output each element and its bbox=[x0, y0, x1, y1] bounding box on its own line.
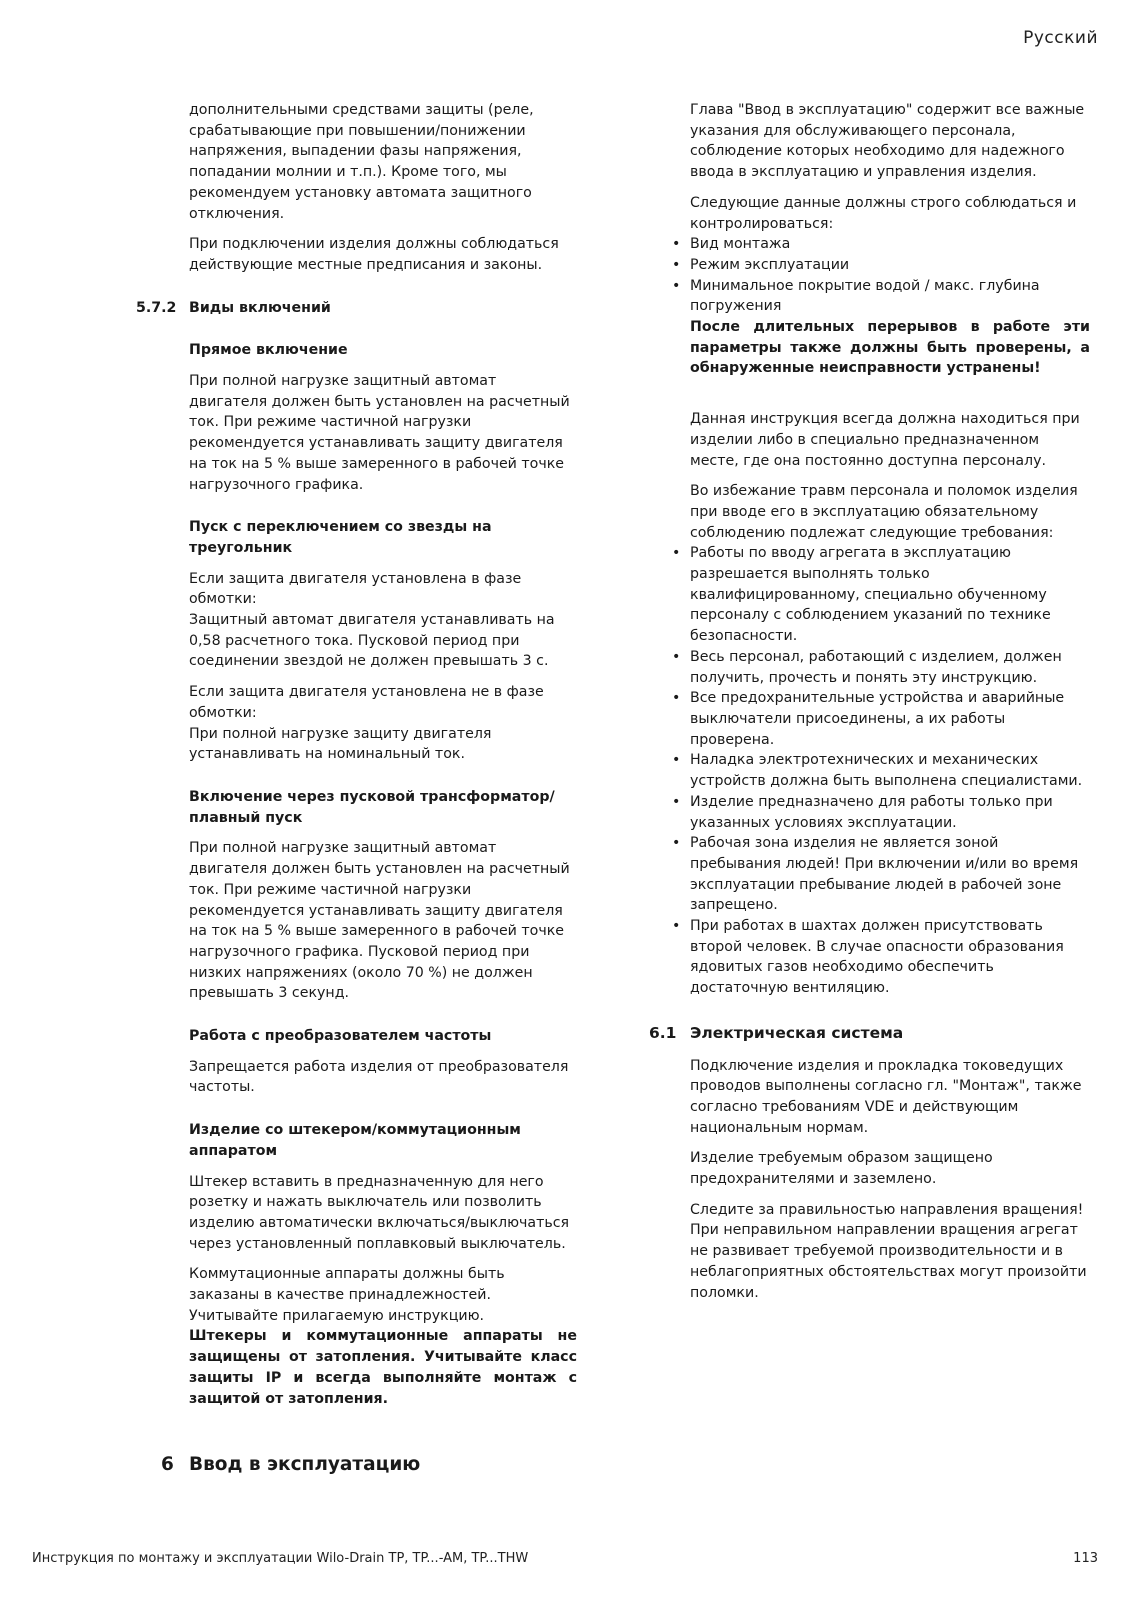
language-label: Русский bbox=[1023, 28, 1098, 48]
subheading-plug: Изделие со штекером/коммутационным аппаратом bbox=[189, 1122, 521, 1159]
warning-text: Штекеры и коммутационные аппараты не защищены от затопления. Учитывайте класс защиты IP и всегда выполняйте монтаж с защитой от затопления. bbox=[189, 1328, 577, 1407]
section-number: 6.1 bbox=[649, 1023, 677, 1042]
chapter-number: 6 bbox=[161, 1454, 174, 1475]
text-line: Если защита двигателя установлена не в фазе обмотки: bbox=[189, 684, 544, 721]
paragraph: Следующие данные должны строго соблюдаться и контролироваться: bbox=[690, 194, 1077, 232]
subheading-star-delta: Пуск с переключением со звезды на треугольник bbox=[189, 519, 492, 556]
paragraph: Изделие требуемым образом защищено предохранителями и заземлено. bbox=[690, 1150, 993, 1188]
chapter-title: Ввод в эксплуатацию bbox=[189, 1454, 421, 1475]
section-number: 5.7.2 bbox=[136, 299, 177, 316]
left-column bbox=[136, 100, 577, 1419]
paragraph bbox=[189, 682, 577, 765]
section-title: Виды включений bbox=[189, 299, 331, 316]
list-item: • При работах в шахтах должен присутствовать второй человек. В случае опасности образования ядовитых газов необходимо обеспечить достаточную вентиляцию. bbox=[690, 916, 1090, 999]
list-item: • Минимальное покрытие водой / макс. глубина погружения bbox=[690, 276, 1090, 317]
paragraph: Во избежание травм персонала и поломок изделия при вводе его в эксплуатацию обязательному соблюдению подлежат следующие требования: bbox=[690, 483, 1078, 541]
text-line: Если защита двигателя установлена в фазе обмотки: bbox=[189, 570, 522, 608]
section-title: Электрическая система bbox=[690, 1023, 904, 1042]
section-heading-5-7-2 bbox=[136, 298, 577, 319]
section-heading-6-1 bbox=[649, 1023, 1090, 1044]
bullet-list bbox=[690, 234, 1090, 317]
paragraph: Следите за правильностью направления вращения! При неправильном направлении вращения агрегат не развивает требуемой производительности и в неблагоприятных обстоятельствах могут произойти поломки. bbox=[690, 1201, 1087, 1301]
paragraph: дополнительными средствами защиты (реле, срабатывающие при повышении/понижении напряжения, выпадении фазы напряжения, попадании молнии и т.п.). Кроме того, мы рекомендуем установку автомата защитного отключения. bbox=[189, 102, 534, 222]
paragraph: Данная инструкция всегда должна находиться при изделии либо в специально предназначенном месте, где она постоянно доступна персоналу. bbox=[690, 411, 1080, 469]
paragraph: Штекер вставить в предназначенную для него розетку и нажать выключатель или позволить изделию автоматически включаться/выключаться через установленный поплавковый выключатель. bbox=[189, 1173, 570, 1252]
list-item: • Работы по вводу агрегата в эксплуатацию разрешается выполнять только квалифицированному, специально обученному персоналу с соблюдением указаний по технике безопасности. bbox=[690, 543, 1090, 647]
page-number: 113 bbox=[1073, 1551, 1098, 1566]
paragraph: При полной нагрузке защитный автомат двигателя должен быть установлен на расчетный ток. При режиме частичной нагрузки рекомендуется устанавливать защиту двигателя на ток на 5 % выше замеренного в рабочей точке нагрузочного графика. Пусковой период при низких напряжениях (около 70 %) не должен превышать 3 секунд. bbox=[189, 840, 570, 1002]
list-item: • Все предохранительные устройства и аварийные выключатели присоединены, а их работы проверена. bbox=[690, 688, 1090, 750]
list-item: • Режим эксплуатации bbox=[690, 255, 1090, 276]
paragraph bbox=[189, 569, 577, 673]
subheading-transformer: Включение через пусковой трансформатор/ плавный пуск bbox=[189, 788, 555, 826]
list-item: • Вид монтажа bbox=[690, 234, 1090, 255]
subheading-frequency: Работа с преобразователем частоты bbox=[189, 1028, 492, 1045]
paragraph: Коммутационные аппараты должны быть заказаны в качестве принадлежностей. Учитывайте прилагаемую инструкцию. bbox=[189, 1266, 505, 1324]
bullet-list bbox=[690, 543, 1090, 998]
text-line: При полной нагрузке защиту двигателя устанавливать на номинальный ток. bbox=[189, 725, 492, 763]
paragraph: Глава "Ввод в эксплуатацию" содержит все важные указания для обслуживающего персонала, соблюдение которых необходимо для надежного ввода в эксплуатацию и управления изделия. bbox=[690, 102, 1085, 181]
list-item: • Наладка электротехнических и механических устройств должна быть выполнена специалистами. bbox=[690, 750, 1090, 791]
subheading-direct: Прямое включение bbox=[189, 342, 348, 359]
paragraph: При полной нагрузке защитный автомат двигателя должен быть установлен на расчетный ток. При режиме частичной нагрузки рекомендуется устанавливать защиту двигателя на ток на 5 % выше замеренного в рабочей точке нагрузочного графика. bbox=[189, 373, 570, 493]
footer-text: Инструкция по монтажу и эксплуатации Wilo-Drain TP, TP...-AM, TP...THW bbox=[32, 1551, 529, 1566]
right-column bbox=[649, 100, 1090, 1313]
paragraph: Подключение изделия и прокладка токоведущих проводов выполнены согласно гл. "Монтаж", также согласно требованиям VDE и действующим национальным нормам. bbox=[690, 1057, 1082, 1136]
warning-text: После длительных перерывов в работе эти параметры также должны быть проверены, а обнаруженные неисправности устранены! bbox=[690, 319, 1090, 377]
text-line: Защитный автомат двигателя устанавливать на 0,58 расчетного тока. Пусковой период при соединении звездой не должен превышать 3 с. bbox=[189, 612, 555, 670]
list-item: • Весь персонал, работающий с изделием, должен получить, прочесть и понять эту инструкцию. bbox=[690, 647, 1090, 688]
paragraph: Запрещается работа изделия от преобразователя частоты. bbox=[189, 1058, 569, 1096]
paragraph: При подключении изделия должны соблюдаться действующие местные предписания и законы. bbox=[189, 236, 559, 273]
list-item: • Изделие предназначено для работы только при указанных условиях эксплуатации. bbox=[690, 792, 1090, 833]
list-item: • Рабочая зона изделия не является зоной пребывания людей! При включении и/или во время эксплуатации пребывание людей в рабочей зоне запрещено. bbox=[690, 833, 1090, 916]
